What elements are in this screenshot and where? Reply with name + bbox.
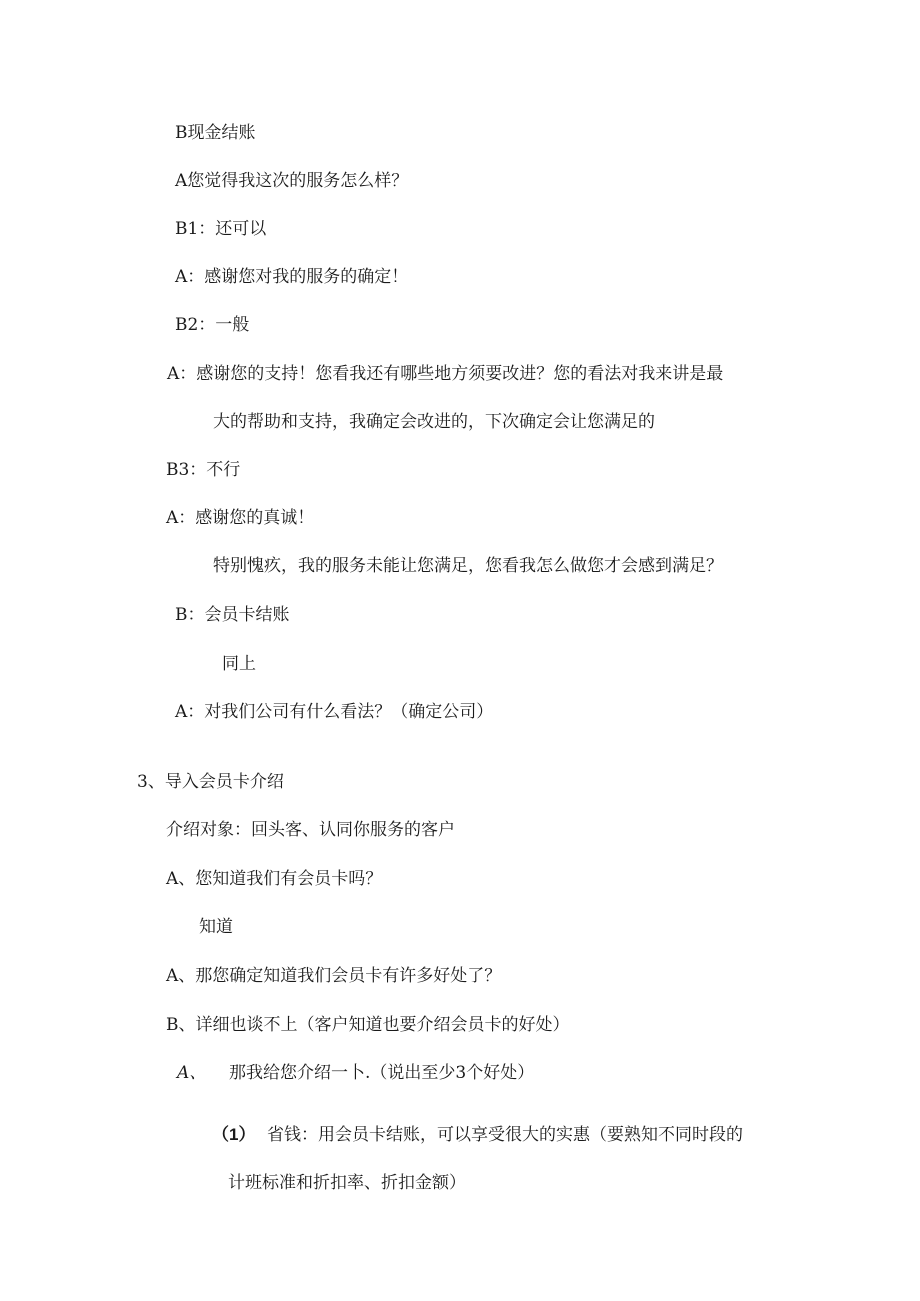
dialogue-line: 知道 bbox=[199, 917, 233, 937]
dialogue-line: A您觉得我这次的服务怎么样？ bbox=[175, 171, 409, 191]
dialogue-line: 大的帮助和支持，我确定会改进的，下次确定会让您满足的 bbox=[213, 412, 655, 432]
dialogue-line: A：感谢您的支持！您看我还有哪些地方须要改进？您的看法对我来讲是最 bbox=[167, 364, 724, 384]
dialogue-line: 那我给您介绍一卜.（说出至少3个好处） bbox=[229, 1063, 535, 1083]
section-heading: 3、导入会员卡介绍 bbox=[137, 772, 284, 792]
dialogue-line: B2：一般 bbox=[175, 315, 250, 335]
dialogue-line: A：感谢您的真诚！ bbox=[166, 508, 315, 528]
dialogue-line: 介绍对象：回头客、认同你服务的客户 bbox=[166, 820, 455, 840]
dialogue-line: B3：不行 bbox=[166, 460, 241, 480]
list-marker: A、 bbox=[177, 1063, 207, 1083]
list-marker: （1） bbox=[212, 1125, 256, 1144]
dialogue-line: A、您知道我们有会员卡吗？ bbox=[166, 869, 383, 889]
dialogue-line: 计班标准和折扣率、折扣金额） bbox=[228, 1173, 466, 1193]
dialogue-line: B：会员卡结账 bbox=[175, 605, 290, 625]
dialogue-line: A：对我们公司有什么看法？（确定公司） bbox=[175, 702, 494, 722]
dialogue-line: B1：还可以 bbox=[175, 219, 267, 239]
dialogue-line: B、详细也谈不上（客户知道也要介绍会员卡的好处） bbox=[166, 1015, 570, 1035]
dialogue-line: 特别愧疚，我的服务未能让您满足，您看我怎么做您才会感到满足？ bbox=[213, 556, 723, 576]
dialogue-line: 省钱：用会员卡结账，可以享受很大的实惠（要熟知不同时段的 bbox=[267, 1125, 743, 1145]
dialogue-line: A：感谢您对我的服务的确定！ bbox=[175, 267, 409, 287]
dialogue-line: 同上 bbox=[222, 654, 256, 674]
dialogue-line: B现金结账 bbox=[175, 123, 256, 143]
dialogue-line: A、那您确定知道我们会员卡有许多好处了？ bbox=[166, 966, 502, 986]
